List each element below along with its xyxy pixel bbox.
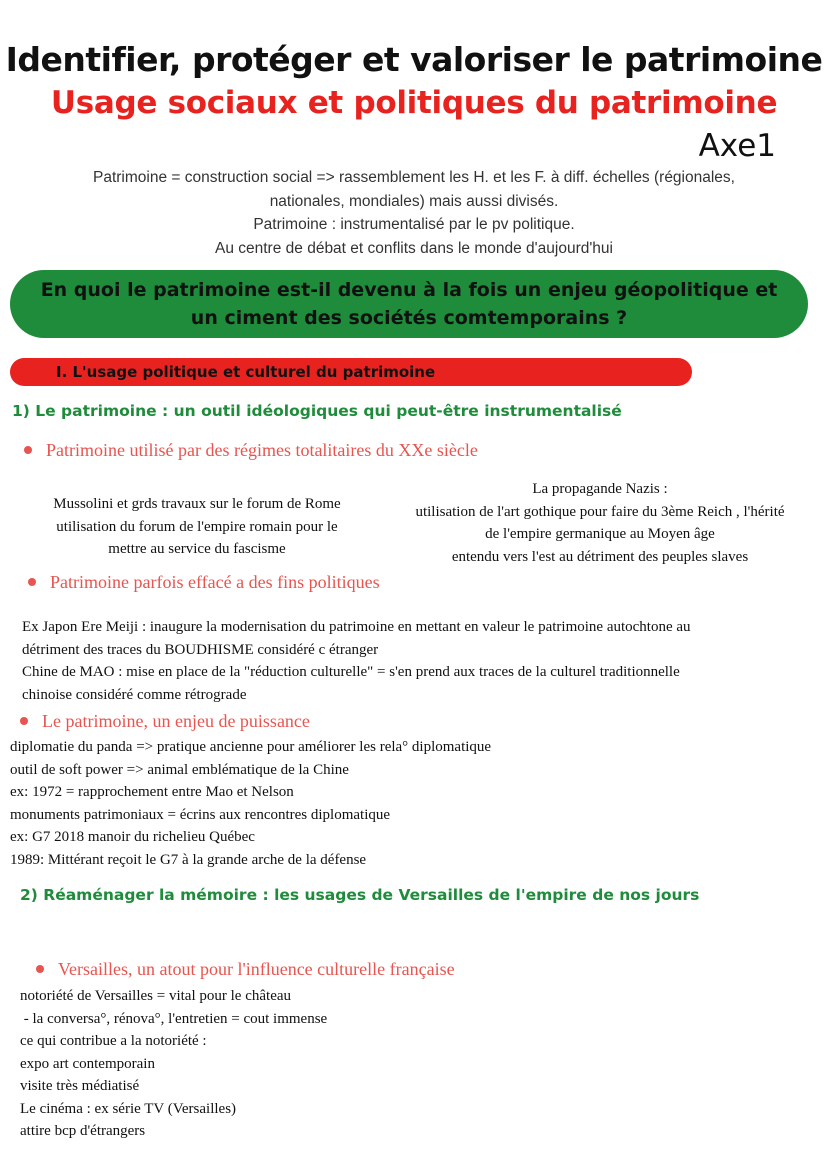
body-line: détriment des traces du BOUDHISME considéré c étranger	[22, 641, 379, 658]
body-line: attire bcp d'étrangers	[20, 1123, 146, 1139]
intro-text	[40, 166, 788, 260]
intro-line: Au centre de débat et conflits dans le monde d'aujourd'hui	[215, 239, 613, 257]
bullet-dot-icon	[36, 965, 44, 973]
body-line: 1989: Mittérant reçoit le G7 à la grande arche de la défense	[10, 851, 367, 868]
left-line: Mussolini et grds travaux sur le forum de Rome	[53, 496, 341, 512]
body-line: monuments patrimoniaux = écrins aux rencontres diplomatique	[10, 806, 391, 823]
body-line: - la conversa°, rénova°, l'entretien = cout immense	[20, 1010, 328, 1027]
body-line: visite très médiatisé	[20, 1078, 140, 1094]
body-line: notoriété de Versailles = vital pour le château	[20, 988, 292, 1004]
part1-heading: 1) Le patrimoine : un outil idéologiques qui peut-être instrumentalisé	[12, 402, 622, 420]
left-line: utilisation du forum de l'empire romain pour le	[56, 518, 338, 535]
bullet-heading	[20, 711, 310, 732]
bullet-label: Patrimoine utilisé par des régimes totalitaires du XXe siècle	[46, 440, 478, 460]
page-title: Identifier, protéger et valoriser le patrimoine	[5, 40, 823, 79]
bullet-label: Le patrimoine, un enjeu de puissance	[42, 711, 310, 731]
right-line: La propagande Nazis :	[532, 481, 668, 497]
right-line: de l'empire germanique au Moyen âge	[485, 526, 715, 542]
body-line: ce qui contribue a la notoriété :	[20, 1033, 207, 1049]
intro-line: Patrimoine : instrumentalisé par le pv politique.	[253, 216, 575, 233]
bullet-label: Versailles, un atout pour l'influence culturelle française	[58, 959, 455, 979]
bullet-dot-icon	[24, 446, 32, 454]
question-line: En quoi le patrimoine est-il devenu à la fois un enjeu géopolitique et	[40, 279, 778, 301]
body-line: diplomatie du panda => pratique ancienne pour améliorer les rela° diplomatique	[10, 739, 492, 755]
page-subtitle: Usage sociaux et politiques du patrimoine	[50, 85, 778, 121]
question-line: un ciment des sociétés comtemporains ?	[190, 307, 628, 329]
body-line: expo art contemporain	[20, 1055, 155, 1072]
bullet-heading	[24, 440, 478, 461]
body-line: Chine de MAO : mise en place de la "réduction culturelle" = s'en prend aux traces de la culturel traditionnelle	[22, 664, 680, 680]
axis-label: Axe1	[698, 128, 776, 164]
left-column	[22, 493, 372, 561]
bullet-heading	[36, 959, 455, 980]
part2-body	[20, 985, 810, 1143]
intro-line: nationales, mondiales) mais aussi divisés.	[269, 192, 559, 210]
right-column	[390, 478, 810, 568]
question-text	[10, 276, 808, 332]
body-line: Le cinéma : ex série TV (Versailles)	[20, 1100, 237, 1117]
bullet2-body	[22, 616, 812, 706]
body-line: Ex Japon Ere Meiji : inaugure la modernisation du patrimoine en mettant en valeur le patrimoine autochtone au	[22, 619, 691, 635]
right-line: utilisation de l'art gothique pour faire du 3ème Reich , l'hérité	[415, 503, 785, 520]
bullet-dot-icon	[28, 578, 36, 586]
bullet-label: Patrimoine parfois effacé a des fins politiques	[50, 572, 380, 592]
body-line: ex: 1972 = rapprochement entre Mao et Nelson	[10, 784, 294, 800]
left-line: mettre au service du fascisme	[108, 541, 286, 557]
section-title: I. L'usage politique et culturel du patrimoine	[56, 363, 436, 381]
bullet-heading	[28, 572, 380, 593]
body-line: outil de soft power => animal emblématique de la Chine	[10, 761, 349, 778]
intro-line: Patrimoine = construction social => rassemblement les H. et les F. à diff. échelles (régionales,	[93, 169, 735, 186]
body-line: ex: G7 2018 manoir du richelieu Québec	[10, 829, 255, 845]
part2-heading: 2) Réaménager la mémoire : les usages de Versailles de l'empire de nos jours	[20, 886, 700, 904]
bullet3-body	[10, 736, 810, 871]
right-line: entendu vers l'est au détriment des peuples slaves	[451, 548, 749, 565]
body-line: chinoise considéré comme rétrograde	[22, 686, 247, 703]
bullet-dot-icon	[20, 717, 28, 725]
